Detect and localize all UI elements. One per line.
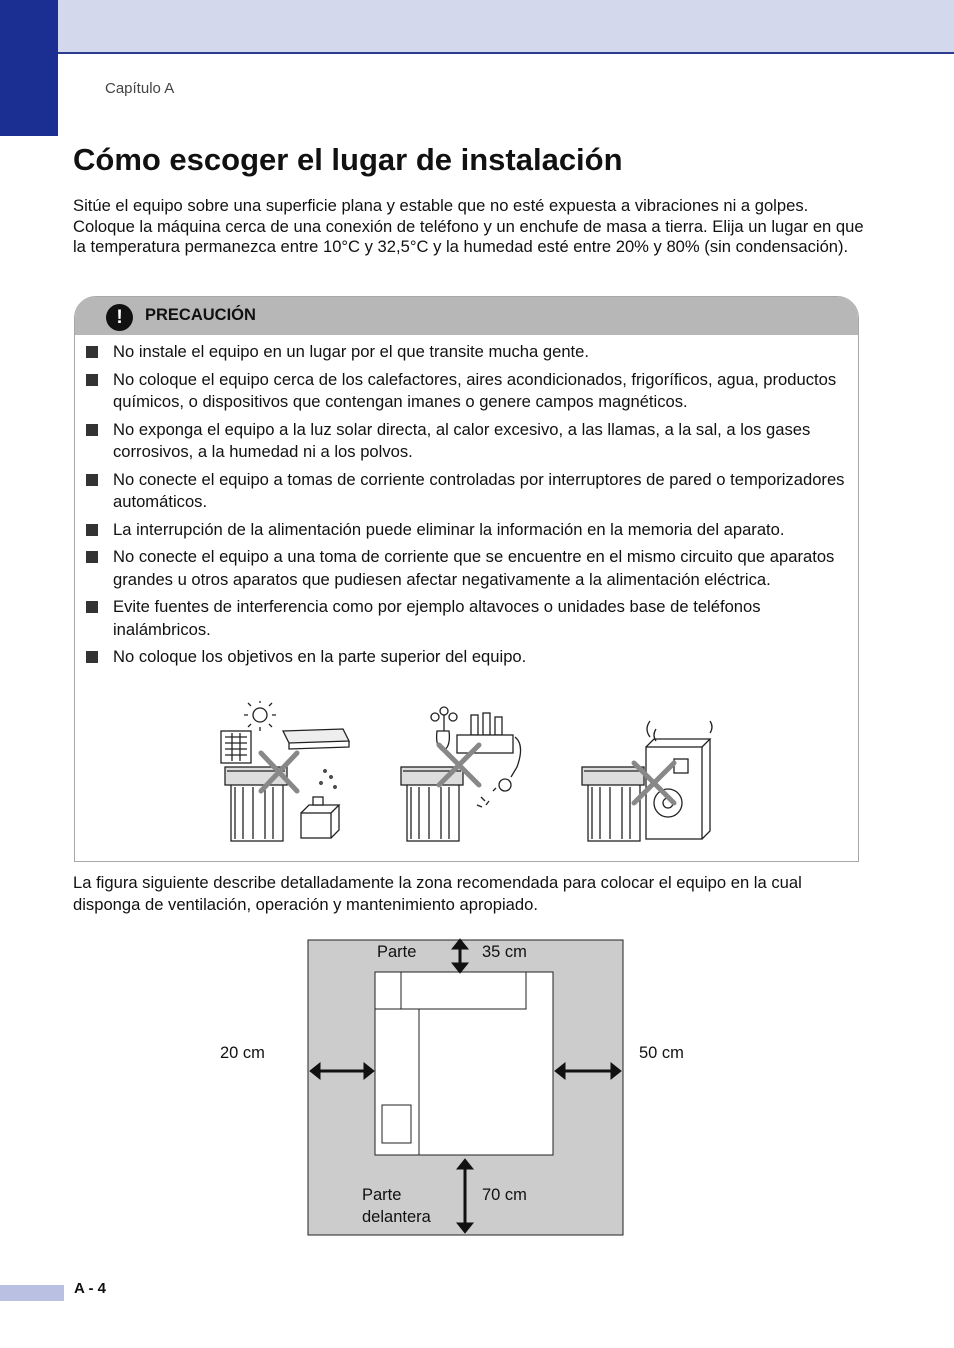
list-item: No exponga el equipo a la luz solar directa, al calor excesivo, a las llamas, a la sal, a los gases corrosivos, a la humedad ni a los polvos. (85, 419, 855, 464)
exclamation-icon: ! (106, 304, 133, 331)
bullet-square-icon (86, 374, 98, 386)
installation-clearance-diagram (200, 935, 720, 1245)
objects-on-printer-illustration (397, 701, 537, 851)
right-distance: 50 cm (639, 1044, 684, 1062)
left-distance: 20 cm (220, 1044, 265, 1062)
list-item: Evite fuentes de interferencia como por ejemplo altavoces o unidades base de teléfonos inalámbricos. (85, 596, 855, 641)
list-item: No coloque el equipo cerca de los calefactores, aires acondicionados, frigoríficos, agua, productos químicos, o dispositivos que contengan imanes o genere campos magnéticos. (85, 369, 855, 414)
caution-title: PRECAUCIÓN (145, 306, 256, 324)
header-band (0, 0, 954, 54)
bullet-square-icon (86, 651, 98, 663)
chapter-tab-marker (0, 0, 58, 136)
front-label-line2: delantera (362, 1208, 431, 1226)
chapter-label: Capítulo A (105, 80, 175, 97)
footer-bar (0, 1285, 64, 1301)
list-item: No conecte el equipo a una toma de corriente que se encuentre en el mismo circuito que aparatos grandes u otros aparatos que pudiesen afectar negativamente a la alimentación eléctrica. (85, 546, 855, 591)
back-label: Parte (377, 943, 417, 961)
intro-paragraph: Sitúe el equipo sobre una superficie plana y estable que no esté expuesta a vibraciones ni a golpes. Coloque la máquina cerca de una conexión de teléfono y un enchufe de masa a tierra. Elija un lugar en que la temperatura permanezca entre 10°C y 32,5°C y la humedad esté entre 20% y 80% (sin condensación). (73, 196, 864, 256)
printer-near-speaker-illustration (580, 701, 720, 851)
list-item: No instale el equipo en un lugar por el que transite mucha gente. (85, 341, 855, 364)
front-distance: 70 cm (482, 1186, 527, 1204)
page-number: A - 4 (74, 1280, 106, 1297)
bullet-square-icon (86, 474, 98, 486)
bullet-square-icon (86, 424, 98, 436)
bullet-square-icon (86, 551, 98, 563)
zone-description: La figura siguiente describe detalladamente la zona recomendada para colocar el equipo en la cual disponga de ventilación, operación y mantenimiento apropiado. (73, 873, 802, 914)
list-item: No coloque los objetivos en la parte superior del equipo. (85, 646, 855, 669)
page-title: Cómo escoger el lugar de instalación (73, 142, 623, 177)
clearance-zone-graphic (200, 935, 720, 1245)
caution-header (75, 297, 858, 335)
bullet-square-icon (86, 346, 98, 358)
front-label-line1: Parte (362, 1186, 402, 1204)
caution-box (74, 296, 859, 862)
printer-near-heat-illustration (213, 701, 353, 851)
caution-list (85, 341, 855, 674)
bullet-square-icon (86, 524, 98, 536)
bullet-square-icon (86, 601, 98, 613)
back-distance: 35 cm (482, 943, 527, 961)
list-item: La interrupción de la alimentación puede eliminar la información en la memoria del aparato. (85, 519, 855, 542)
list-item: No conecte el equipo a tomas de corriente controladas por interruptores de pared o temporizadores automáticos. (85, 469, 855, 514)
